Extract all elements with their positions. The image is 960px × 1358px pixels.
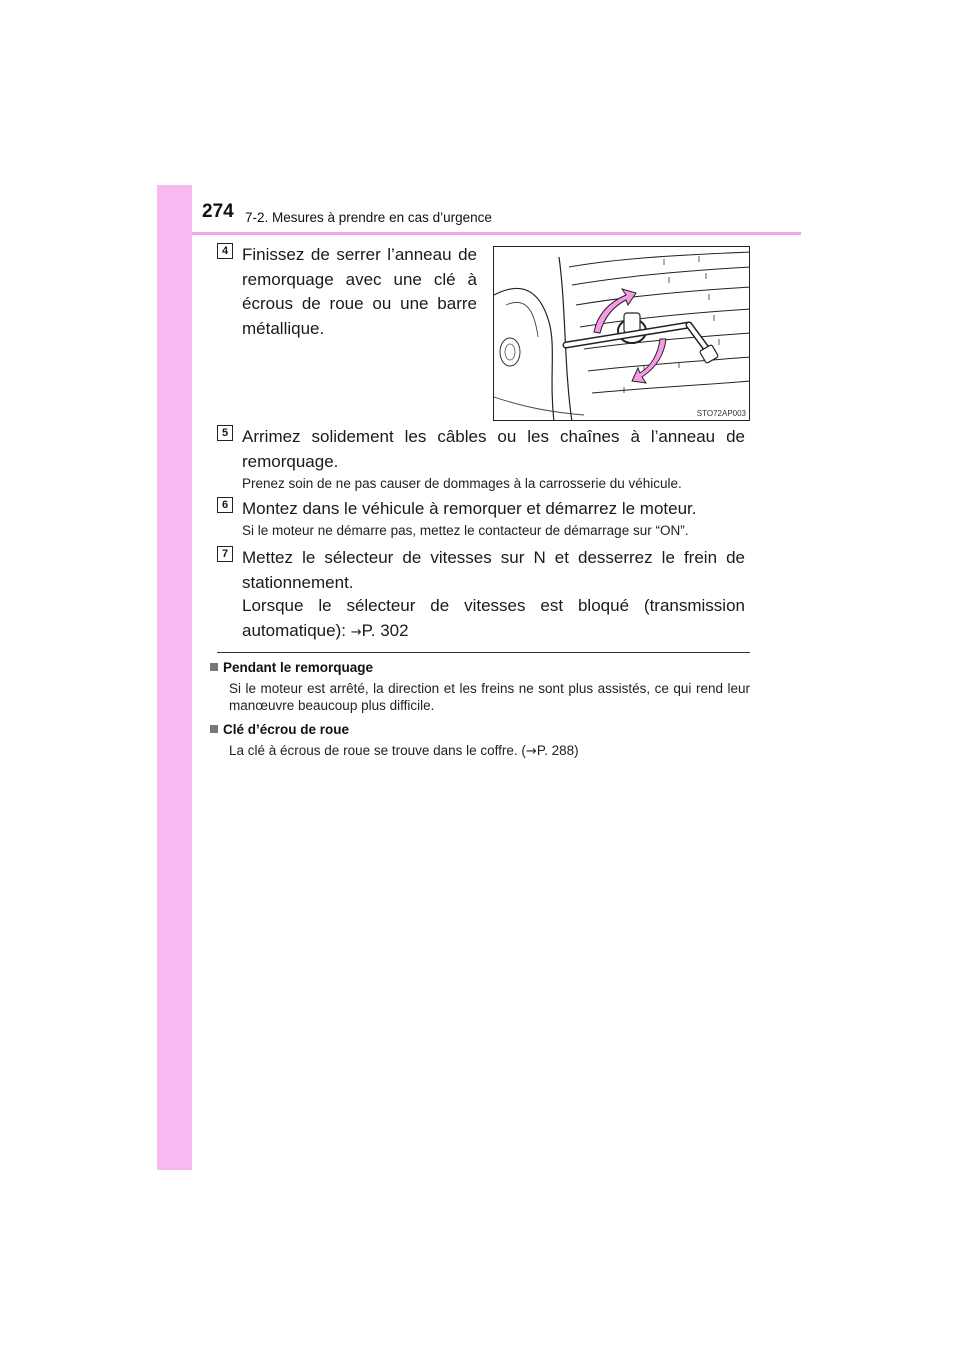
- header-rule: [192, 232, 801, 235]
- info-body-wrench-prefix: La clé à écrous de roue se trouve dans le coffre. (: [229, 743, 526, 758]
- step-5-text: Arrimez solidement les câbles ou les chaînes à l’anneau de remorquage.: [242, 427, 745, 471]
- info-heading-wrench-label: Clé d’écrou de roue: [223, 722, 350, 737]
- step-7-extra: [242, 594, 745, 645]
- square-bullet-icon: [210, 663, 218, 671]
- info-body-towing: Si le moteur est arrêté, la direction et les freins ne sont plus assistés, ce qui rend leur manœuvre beaucoup plus difficile.: [229, 681, 750, 713]
- step-6-note: Si le moteur ne démarre pas, mettez le contacteur de démarrage sur “ON”.: [242, 523, 689, 538]
- info-body-wrench: [229, 742, 750, 760]
- step-7-extra-ref: P. 302: [361, 620, 409, 640]
- step-6-text: Montez dans le véhicule à remorquer et démarrez le moteur.: [242, 499, 697, 518]
- step-4-text: Finissez de serrer l’anneau de remorquage avec une clé à écrous de roue ou une barre métallique.: [242, 245, 477, 338]
- section-divider: [217, 652, 750, 653]
- reference-arrow-icon: →: [350, 624, 362, 640]
- step-4-badge: 4: [217, 243, 233, 259]
- step-5-note: Prenez soin de ne pas causer de dommages à la carrosserie du véhicule.: [242, 476, 682, 491]
- step-6-badge: 6: [217, 497, 233, 513]
- step-7-text: Mettez le sélecteur de vitesses sur N et desserrez le frein de stationnement.: [242, 548, 745, 592]
- info-heading-towing-label: Pendant le remorquage: [223, 660, 374, 675]
- info-body-wrench-ref: P. 288): [536, 743, 579, 758]
- illustration-drawing: [494, 247, 750, 421]
- info-heading-wrench: [210, 722, 349, 737]
- reference-arrow-icon: →: [525, 744, 537, 759]
- step-7-extra-prefix: Lorsque le sélecteur de vitesses est bloqué (transmission automatique):: [242, 596, 745, 640]
- pink-side-tab: [157, 185, 192, 1170]
- step-7-badge: 7: [217, 546, 233, 562]
- info-heading-towing: [210, 660, 373, 675]
- square-bullet-icon: [210, 725, 218, 733]
- tow-eyelet-illustration: [493, 246, 750, 421]
- step-5-badge: 5: [217, 425, 233, 441]
- figure-code: STO72AP003: [696, 409, 746, 418]
- section-title: 7-2. Mesures à prendre en cas d’urgence: [245, 210, 492, 225]
- page-number: 274: [202, 201, 234, 222]
